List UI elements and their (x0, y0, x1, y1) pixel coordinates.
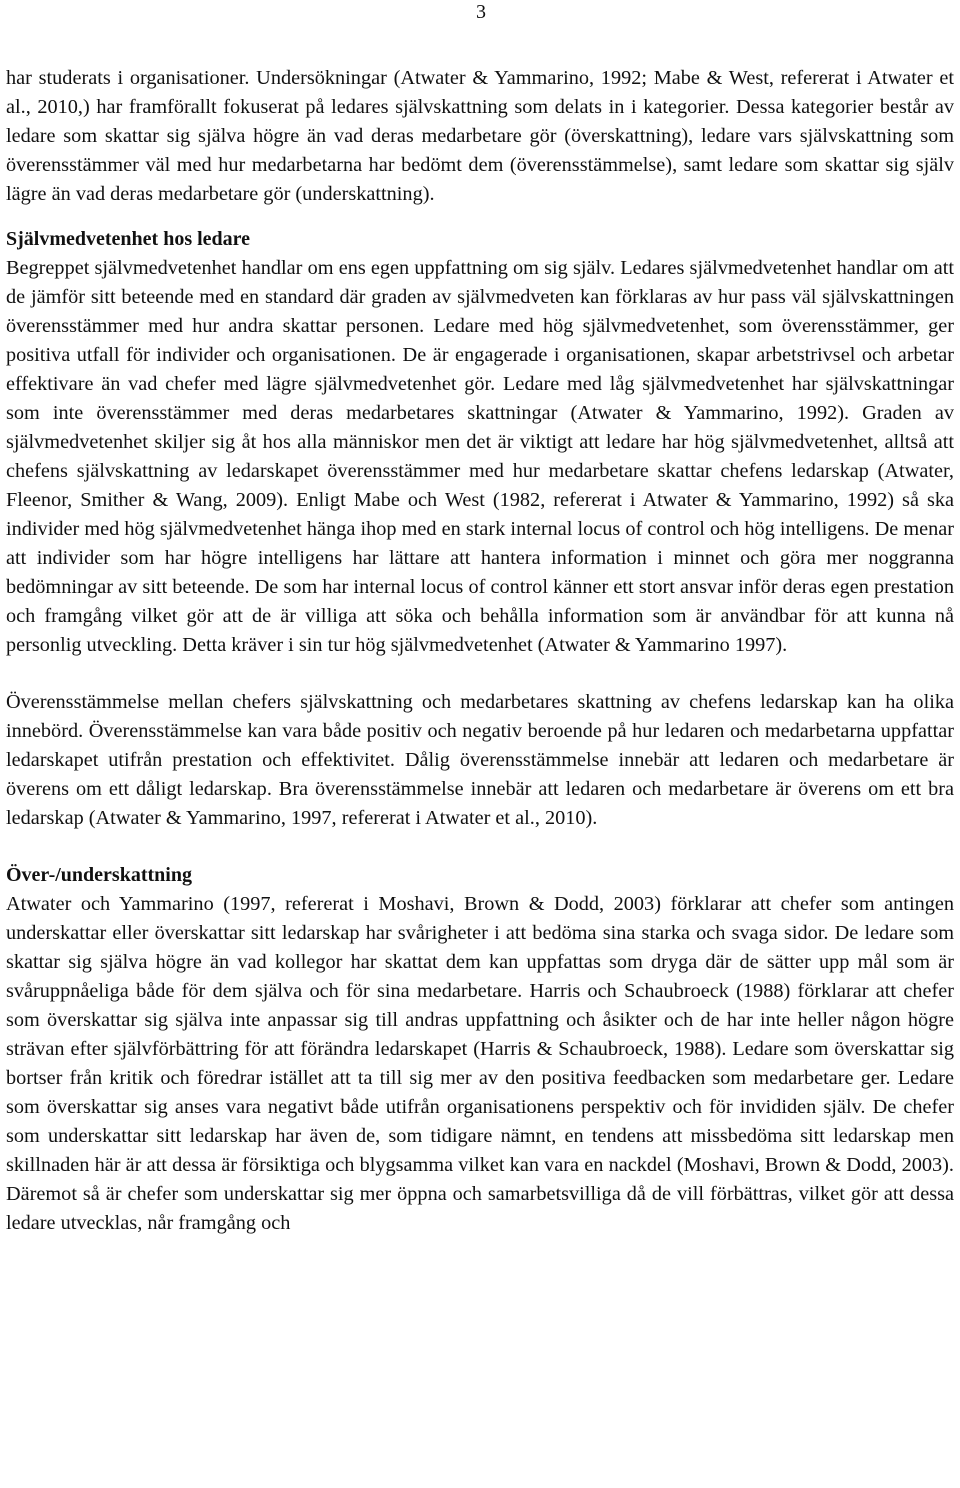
intro-paragraph: har studerats i organisationer. Undersökningar (Atwater & Yammarino, 1992; Mabe & West, refererat i Atwater et al., 2010,) har framförallt fokuserat på ledares självskattning som delats in i kategorier. Dessa kategorier består av ledare som skattar sig själva högre än vad deras medarbetare gör (överskattning), ledare vars självskattning som överensstämmer väl med hur medarbetarna har bedömt dem (överensstämmelse), samt ledare som skattar sig själv lägre än vad deras medarbetare gör (underskattning). (6, 67, 954, 205)
agreement-paragraph: Överensstämmelse mellan chefers självskattning och medarbetares skattning av chefens ledarskap kan ha olika innebörd. Överensstämmelse kan vara både positiv och negativ beroende på hur ledaren och medarbetarna uppfattar ledarskapet utifrån prestation och effektivitet. Dålig överensstämmelse innebär att ledaren och medarbetare är överens om ett dåligt ledarskap. Bra överensstämmelse innebär att ledaren och medarbetare är överens om ett bra ledarskap (Atwater & Yammarino, 1997, refererat i Atwater et al., 2010). (6, 691, 954, 829)
spacer (6, 209, 954, 225)
over-underestimation-paragraph: Atwater och Yammarino (1997, refererat i Moshavi, Brown & Dodd, 2003) förklarar att chefer som antingen underskattar eller överskattar sitt ledarskap har svårigheter i att bedöma sina starka och svaga sidor. De ledare som skattar sig själva högre än vad kollegor har skattat dem kan uppfattas som dryga där de sätter upp mål som är svåruppnåeliga både för dem själva och för sina medarbetare. Harris och Schaubroeck (1988) förklarar att chefer som överskattar sig själva inte anpassar sig till andras uppfattning och åsikter och de har inte heller någon högre strävan efter självförbättring för att förändra ledarskapet (Harris & Schaubroeck, 1988). Ledare som överskattar sig bortser från kritik och föredrar istället att ta till sig mer av den positiva feedbacken som medarbetare ger. Ledare som överskattar sig anses vara negativt både utifrån organisationens perspektiv och för invididen själv. De chefer som underskattar sitt ledarskap har även de, som tidigare nämnt, en tendens att missbedöma sitt ledarskap men skillnaden här är att dessa är försiktiga och blygsamma vilket kan vara en nackdel (Moshavi, Brown & Dodd, 2003). Däremot så är chefer som underskattar sig mer öppna och samarbetsvilliga då de vill förbättras, vilket gör att dessa ledare utvecklas, når framgång och (6, 893, 954, 1234)
document-body (6, 64, 954, 1238)
self-awareness-paragraph: Begreppet självmedvetenhet handlar om ens egen uppfattning om sig själv. Ledares självmedvetenhet handlar om att de jämför sitt beteende med en standard där graden av självmedveten kan förklaras av hur pass väl självskattningen överensstämmer med hur andra skattar personen. Ledare med hög självmedvetenhet, som överensstämmer, ger positiva utfall för individer och organisationen. De är engagerade i organisationen, skapar arbetstrivsel och arbetar effektivare än vad chefer med lägre självmedvetenhet gör. Ledare med låg självmedvetenhet har självskattningar som inte överensstämmer med deras medarbetares skattningar (Atwater & Yammarino, 1992). Graden av självmedvetenhet skiljer sig åt hos alla människor men det är viktigt att ledare har hög självmedvetenhet, alltså att chefens självskattning av ledarskapet överensstämmer med hur medarbetare skattar chefens ledarskap (Atwater, Fleenor, Smither & Wang, 2009). Enligt Mabe och West (1982, refererat i Atwater & Yammarino, 1992) så ska individer med hög självmedvetenhet hänga ihop med en stark internal locus of control och hög intelligens. De menar att individer som har högre intelligens har lättare att hantera information i minnet och göra mer noggranna bedömningar av sitt beteende. De som har internal locus of control känner ett stort ansvar inför deras egen prestation och framgång vilket gör att de är villiga att söka och behålla information som är användbar för att kunna nå personlig utveckling. Detta kräver i sin tur hög självmedvetenhet (Atwater & Yammarino 1997). (6, 257, 954, 656)
section-heading-self-awareness: Självmedvetenhet hos ledare (6, 228, 251, 250)
spacer (6, 833, 954, 861)
spacer (6, 660, 954, 688)
page-number: 3 (476, 1, 486, 23)
section-heading-over-underestimation: Över-/underskattning (6, 864, 192, 886)
